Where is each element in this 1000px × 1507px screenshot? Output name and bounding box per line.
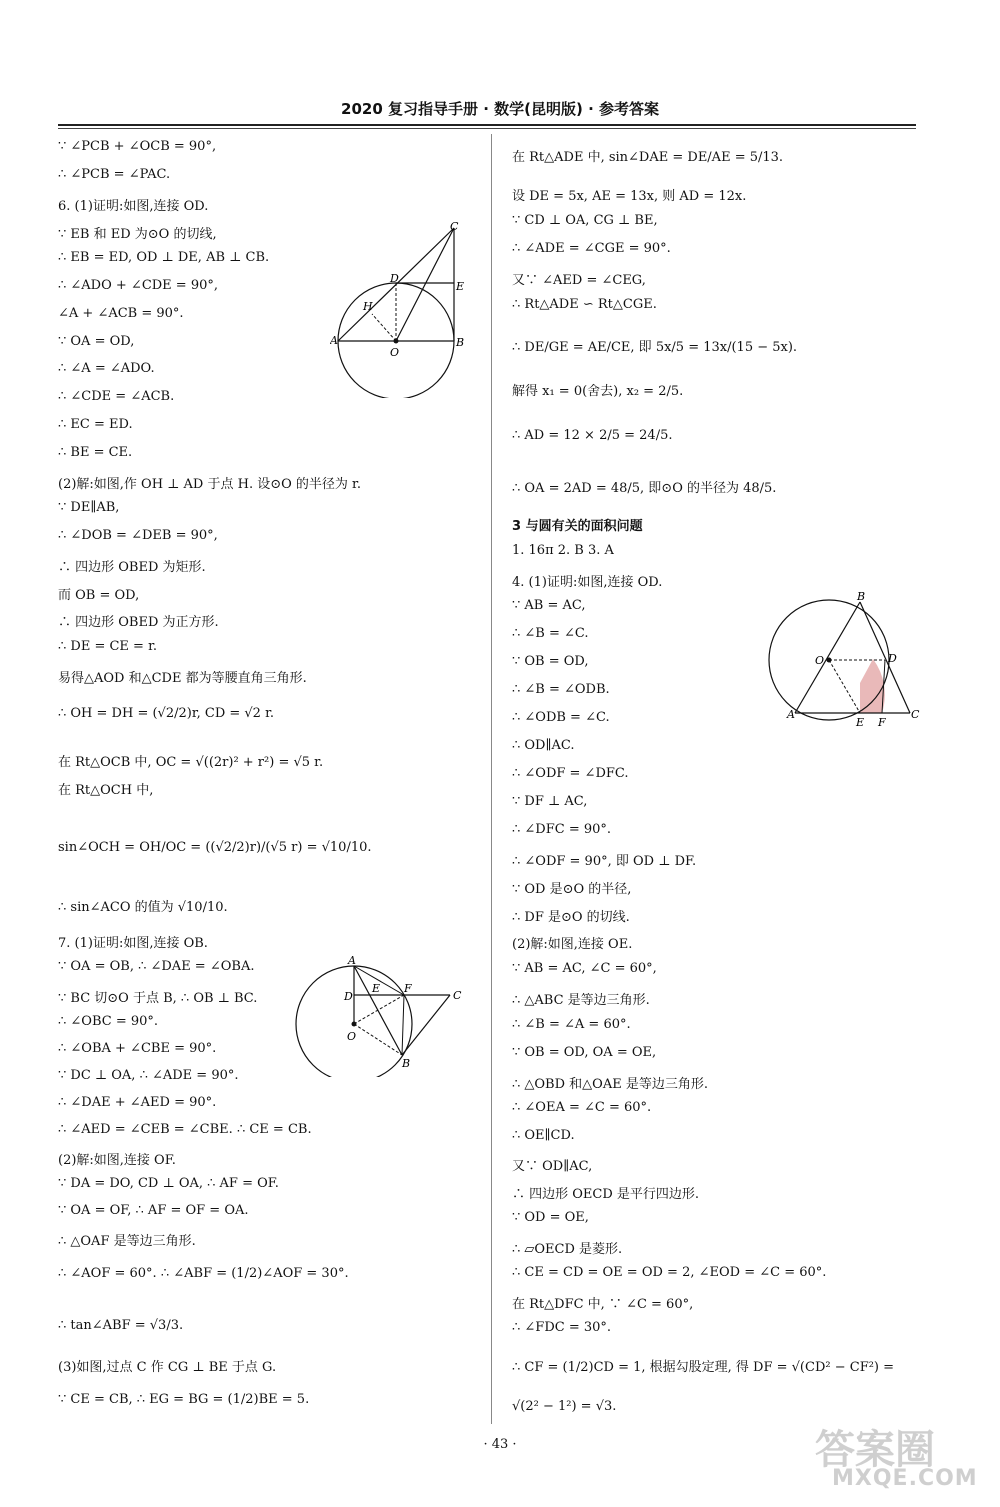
text-line: ∴ ∠ODB = ∠C. xyxy=(512,710,610,725)
text-line: 在 Rt△DFC 中, ∵ ∠C = 60°, xyxy=(512,1297,694,1312)
text-line: ∵ OA = OF, ∴ AF = OF = OA. xyxy=(58,1203,249,1218)
text-line: (2)解:如图,连接 OF. xyxy=(58,1153,176,1168)
text-line: 6. (1)证明:如图,连接 OD. xyxy=(58,199,209,214)
text-line: ∴ AD = 12 × 2/5 = 24/5. xyxy=(512,428,673,443)
fig4-label-f: F xyxy=(878,716,886,729)
text-line: ∵ DE∥AB, xyxy=(58,500,120,515)
fig4-label-c: C xyxy=(911,708,920,721)
page-header: 2020 复习指导手册 · 数学(昆明版) · 参考答案 xyxy=(341,100,659,118)
text-line: ∵ OD 是⊙O 的半径, xyxy=(512,882,632,897)
fig7-label-d: D xyxy=(344,990,353,1003)
figure-7-diagram xyxy=(292,952,472,1077)
text-line: ∴ ▱OECD 是菱形. xyxy=(512,1242,623,1257)
fig7-label-c: C xyxy=(453,989,462,1002)
text-line: ∴ OA = 2AD = 48/5, 即⊙O 的半径为 48/5. xyxy=(512,481,777,496)
text-line: ∴ ∠ADE = ∠CGE = 90°. xyxy=(512,241,671,256)
text-line: ∴ DE = CE = r. xyxy=(58,639,157,654)
fig6-label-a: A xyxy=(330,334,338,347)
text-line: ∴ ∠FDC = 30°. xyxy=(512,1320,612,1335)
fig6-label-c: C xyxy=(450,220,459,233)
text-line: ∴ ∠PCB = ∠PAC. xyxy=(58,167,171,182)
figure-4-diagram xyxy=(765,590,925,730)
text-line: ∴ ∠B = ∠C. xyxy=(512,626,589,641)
text-line: ∴ 四边形 OBED 为正方形. xyxy=(58,615,219,630)
text-line: 设 DE = 5x, AE = 13x, 则 AD = 12x. xyxy=(512,189,747,204)
header-rule-thin xyxy=(58,128,916,129)
text-line: ∵ OD = OE, xyxy=(512,1210,589,1225)
fig4-label-o: O xyxy=(815,654,825,667)
text-line: sin∠OCH = OH/OC = ((√2/2)r)/(√5 r) = √10/10. xyxy=(58,840,372,855)
text-line: ∵ OB = OD, OA = OE, xyxy=(512,1045,657,1060)
text-line: ∴ sin∠ACO 的值为 √10/10. xyxy=(58,900,228,915)
fig6-label-d: D xyxy=(390,272,399,285)
text-line: 解得 x₁ = 0(舍去), x₂ = 2/5. xyxy=(512,384,684,399)
fig4-label-b: B xyxy=(857,590,866,603)
fig4-label-e: E xyxy=(856,716,865,729)
figure-6-diagram xyxy=(330,218,470,398)
text-line: ∴ 四边形 OBED 为矩形. xyxy=(58,560,206,575)
text-line: ∵ OA = OD, xyxy=(58,334,135,349)
text-line: 在 Rt△ADE 中, sin∠DAE = DE/AE = 5/13. xyxy=(512,150,784,165)
watermark-url: MXQE.COM xyxy=(832,1466,978,1491)
text-line: ∴ ∠OBA + ∠CBE = 90°. xyxy=(58,1041,217,1056)
text-line: 易得△AOD 和△CDE 都为等腰直角三角形. xyxy=(58,671,307,686)
text-line: ∴ ∠A = ∠ADO. xyxy=(58,361,155,376)
column-divider xyxy=(491,134,492,1424)
text-line: ∴ tan∠ABF = √3/3. xyxy=(58,1318,184,1333)
text-line: ∵ CD ⊥ OA, CG ⊥ BE, xyxy=(512,213,658,228)
text-line: √(2² − 1²) = √3. xyxy=(512,1399,617,1414)
text-line: ∴ 四边形 OECD 是平行四边形. xyxy=(512,1187,700,1202)
text-line: ∴ △ABC 是等边三角形. xyxy=(512,993,650,1008)
text-line: ∠A + ∠ACB = 90°. xyxy=(58,306,184,321)
text-line: ∵ DC ⊥ OA, ∴ ∠ADE = 90°. xyxy=(58,1068,239,1083)
text-line: 又∵ ∠AED = ∠CEG, xyxy=(512,273,646,288)
fig6-label-b: B xyxy=(456,336,465,349)
header-rule xyxy=(58,124,916,126)
fig7-label-a: A xyxy=(348,954,356,967)
text-line: ∴ EB = ED, OD ⊥ DE, AB ⊥ CB. xyxy=(58,250,270,265)
text-line: ∴ CF = (1/2)CD = 1, 根据勾股定理, 得 DF = √(CD² − CF²) = xyxy=(512,1360,895,1375)
text-line: ∴ ∠DFC = 90°. xyxy=(512,822,612,837)
text-line: 4. (1)证明:如图,连接 OD. xyxy=(512,575,663,590)
page-number: · 43 · xyxy=(483,1437,517,1452)
text-line: ∴ ∠AED = ∠CEB = ∠CBE. ∴ CE = CB. xyxy=(58,1122,312,1137)
fig4-label-d: D xyxy=(888,652,897,665)
text-line: ∴ ∠B = ∠A = 60°. xyxy=(512,1017,631,1032)
text-line: ∴ OD∥AC. xyxy=(512,738,575,753)
text-line: ∴ DF 是⊙O 的切线. xyxy=(512,910,630,925)
text-line: 在 Rt△OCB 中, OC = √((2r)² + r²) = √5 r. xyxy=(58,755,324,770)
text-line: ∴ OH = DH = (√2/2)r, CD = √2 r. xyxy=(58,706,275,721)
text-line: (2)解:如图,作 OH ⊥ AD 于点 H. 设⊙O 的半径为 r. xyxy=(58,477,361,492)
fig4-label-a: A xyxy=(787,708,795,721)
fig7-label-f: F xyxy=(404,982,412,995)
fig7-label-e: E xyxy=(372,982,381,995)
watermark-logo: 答案圈 xyxy=(815,1427,935,1473)
text-line: ∵ AB = AC, ∠C = 60°, xyxy=(512,961,657,976)
text-line: ∵ EB 和 ED 为⊙O 的切线, xyxy=(58,227,217,242)
text-line: ∴ Rt△ADE ∽ Rt△CGE. xyxy=(512,297,657,312)
text-line: ∴ △OAF 是等边三角形. xyxy=(58,1234,196,1249)
text-line: 而 OB = OD, xyxy=(58,588,140,603)
text-line: ∵ OB = OD, xyxy=(512,654,589,669)
text-line: ∴ EC = ED. xyxy=(58,417,133,432)
text-line: ∵ ∠PCB + ∠OCB = 90°, xyxy=(58,139,217,154)
text-line: ∴ ∠DOB = ∠DEB = 90°, xyxy=(58,528,218,543)
text-line: ∴ DE/GE = AE/CE, 即 5x/5 = 13x/(15 − 5x). xyxy=(512,340,798,355)
text-line: ∴ CE = CD = OE = OD = 2, ∠EOD = ∠C = 60°. xyxy=(512,1265,827,1280)
fig6-label-h: H xyxy=(363,300,373,313)
fig6-label-e: E xyxy=(456,280,465,293)
text-line: ∵ BC 切⊙O 于点 B, ∴ OB ⊥ BC. xyxy=(58,991,258,1006)
text-line: ∴ △OBD 和△OAE 是等边三角形. xyxy=(512,1077,708,1092)
fig7-label-o: O xyxy=(347,1030,357,1043)
text-line: ∴ ∠CDE = ∠ACB. xyxy=(58,389,175,404)
text-line: (3)如图,过点 C 作 CG ⊥ BE 于点 G. xyxy=(58,1360,277,1375)
text-line: ∴ ∠AOF = 60°. ∴ ∠ABF = (1/2)∠AOF = 30°. xyxy=(58,1266,349,1281)
text-line: ∵ CE = CB, ∴ EG = BG = (1/2)BE = 5. xyxy=(58,1392,310,1407)
text-line: ∴ ∠ODF = ∠DFC. xyxy=(512,766,629,781)
text-line: ∴ ∠DAE + ∠AED = 90°. xyxy=(58,1095,217,1110)
text-line: ∵ DA = DO, CD ⊥ OA, ∴ AF = OF. xyxy=(58,1176,279,1191)
fig7-label-b: B xyxy=(402,1057,411,1070)
text-line: ∴ ∠ODF = 90°, 即 OD ⊥ DF. xyxy=(512,854,697,869)
text-line: ∴ ∠OBC = 90°. xyxy=(58,1014,159,1029)
text-line: ∵ OA = OB, ∴ ∠DAE = ∠OBA. xyxy=(58,959,255,974)
text-line: ∵ DF ⊥ AC, xyxy=(512,794,588,809)
text-line: ∵ AB = AC, xyxy=(512,598,586,613)
text-line: ∴ ∠ADO + ∠CDE = 90°, xyxy=(58,278,219,293)
text-line: 1. 16π 2. B 3. A xyxy=(512,543,614,558)
text-line: 7. (1)证明:如图,连接 OB. xyxy=(58,936,208,951)
text-line: 在 Rt△OCH 中, xyxy=(58,783,154,798)
text-line: ∴ ∠OEA = ∠C = 60°. xyxy=(512,1100,652,1115)
text-line: (2)解:如图,连接 OE. xyxy=(512,937,633,952)
text-line: 又∵ OD∥AC, xyxy=(512,1159,593,1174)
fig6-label-o: O xyxy=(390,346,400,359)
text-line: ∴ OE∥CD. xyxy=(512,1128,575,1143)
section-title: 3 与圆有关的面积问题 xyxy=(512,519,643,534)
text-line: ∴ BE = CE. xyxy=(58,445,133,460)
text-line: ∴ ∠B = ∠ODB. xyxy=(512,682,610,697)
shaded-region xyxy=(860,659,885,713)
